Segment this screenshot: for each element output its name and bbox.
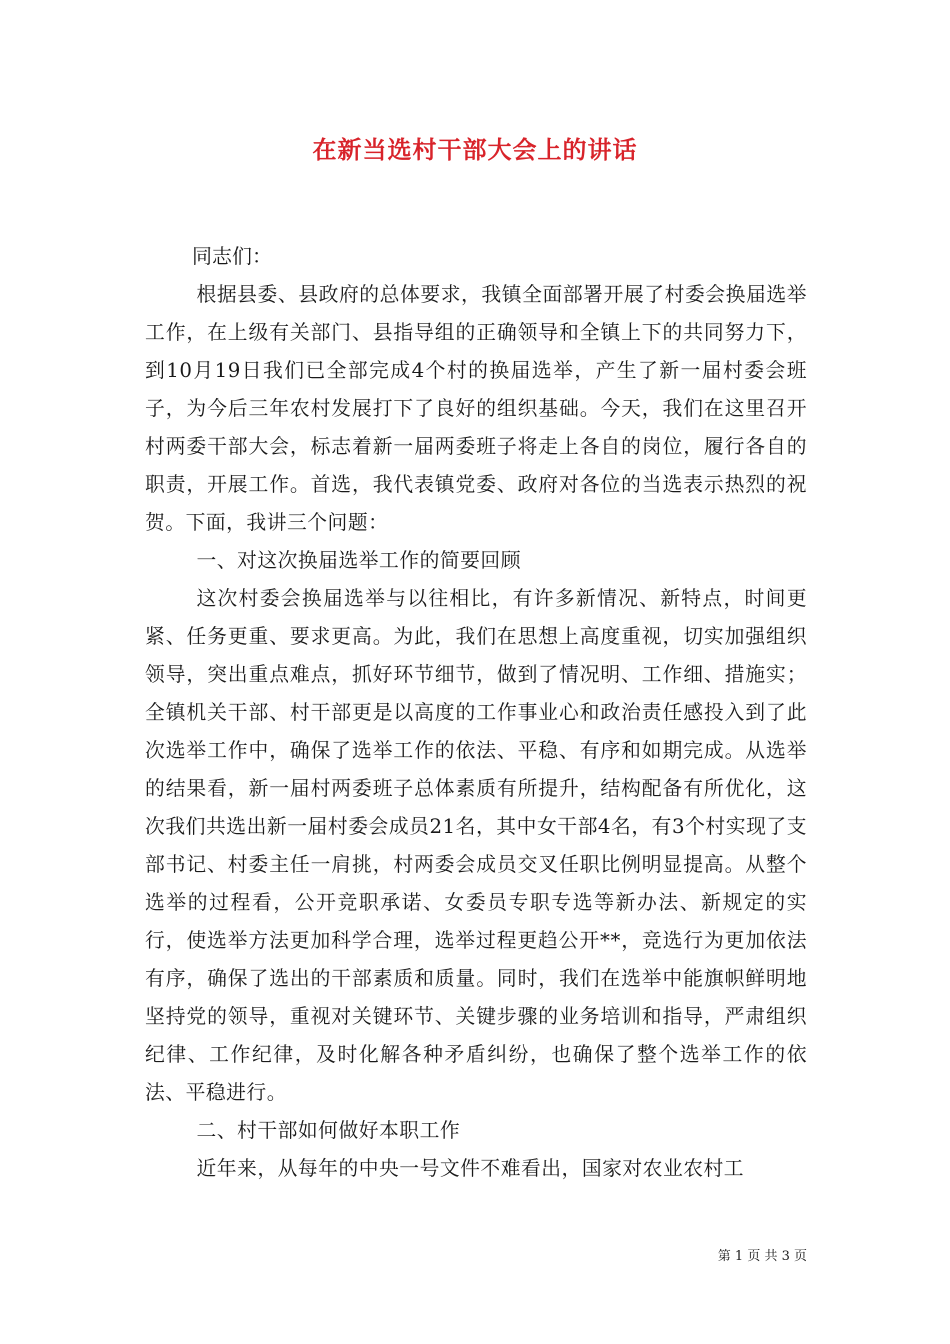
section-heading-1: 一、对这次换届选举工作的简要回顾 (196, 549, 521, 572)
salutation: 同志们： (192, 244, 272, 268)
paragraph-recent-years: 近年来，从每年的中央一号文件不难看出，国家对农业农村工 (196, 1157, 745, 1180)
paragraph-intro: 根据县委、县政府的总体要求，我镇全面部署开展了村委会换届选举工作，在上级有关部门、县指导组的正确领导和全镇上下的共同努力下，到10月19日我们已全部完成4个村的换届选举，产生了新一届村委会班子，为今后三年农村发展打下了良好的组织基础。今天，我们在这里召开村两委干部大会，标志着新一届两委班子将走上各自的岗位，履行各自的职责，开展工作。首选，我代表镇党委、政府对各位的当选表示热烈的祝贺。下面，我讲三个问题： (145, 283, 807, 534)
paragraph-review: 这次村委会换届选举与以往相比，有许多新情况、新特点，时间更紧、任务更重、要求更高。为此，我们在思想上高度重视，切实加强组织领导，突出重点难点，抓好环节细节，做到了情况明、工作细、措施实；全镇机关干部、村干部更是以高度的工作事业心和政治责任感投入到了此次选举工作中，确保了选举工作的依法、平稳、有序和如期完成。从选举的结果看，新一届村两委班子总体素质有所提升，结构配备有所优化，这次我们共选出新一届村委会成员21名，其中女干部4名，有3个村实现了支部书记、村委主任一肩挑，村两委会成员交叉任职比例明显提高。从整个选举的过程看，公开竞职承诺、女委员专职专选等新办法、新规定的实行，使选举方法更加科学合理，选举过程更趋公开**，竞选行为更加依法有序，确保了选出的干部素质和质量。同时，我们在选举中能旗帜鲜明地坚持党的领导，重视对关键环节、关键步骤的业务培训和指导，严肃组织纪律、工作纪律，及时化解各种矛盾纠纷，也确保了整个选举工作的依法、平稳进行。 (145, 587, 807, 1104)
document-title: 在新当选村干部大会上的讲话 (312, 135, 638, 164)
page-footer: 第 1 页 共 3 页 (717, 1249, 807, 1264)
document-body (145, 276, 807, 1188)
section-heading-2: 二、村干部如何做好本职工作 (196, 1119, 461, 1142)
